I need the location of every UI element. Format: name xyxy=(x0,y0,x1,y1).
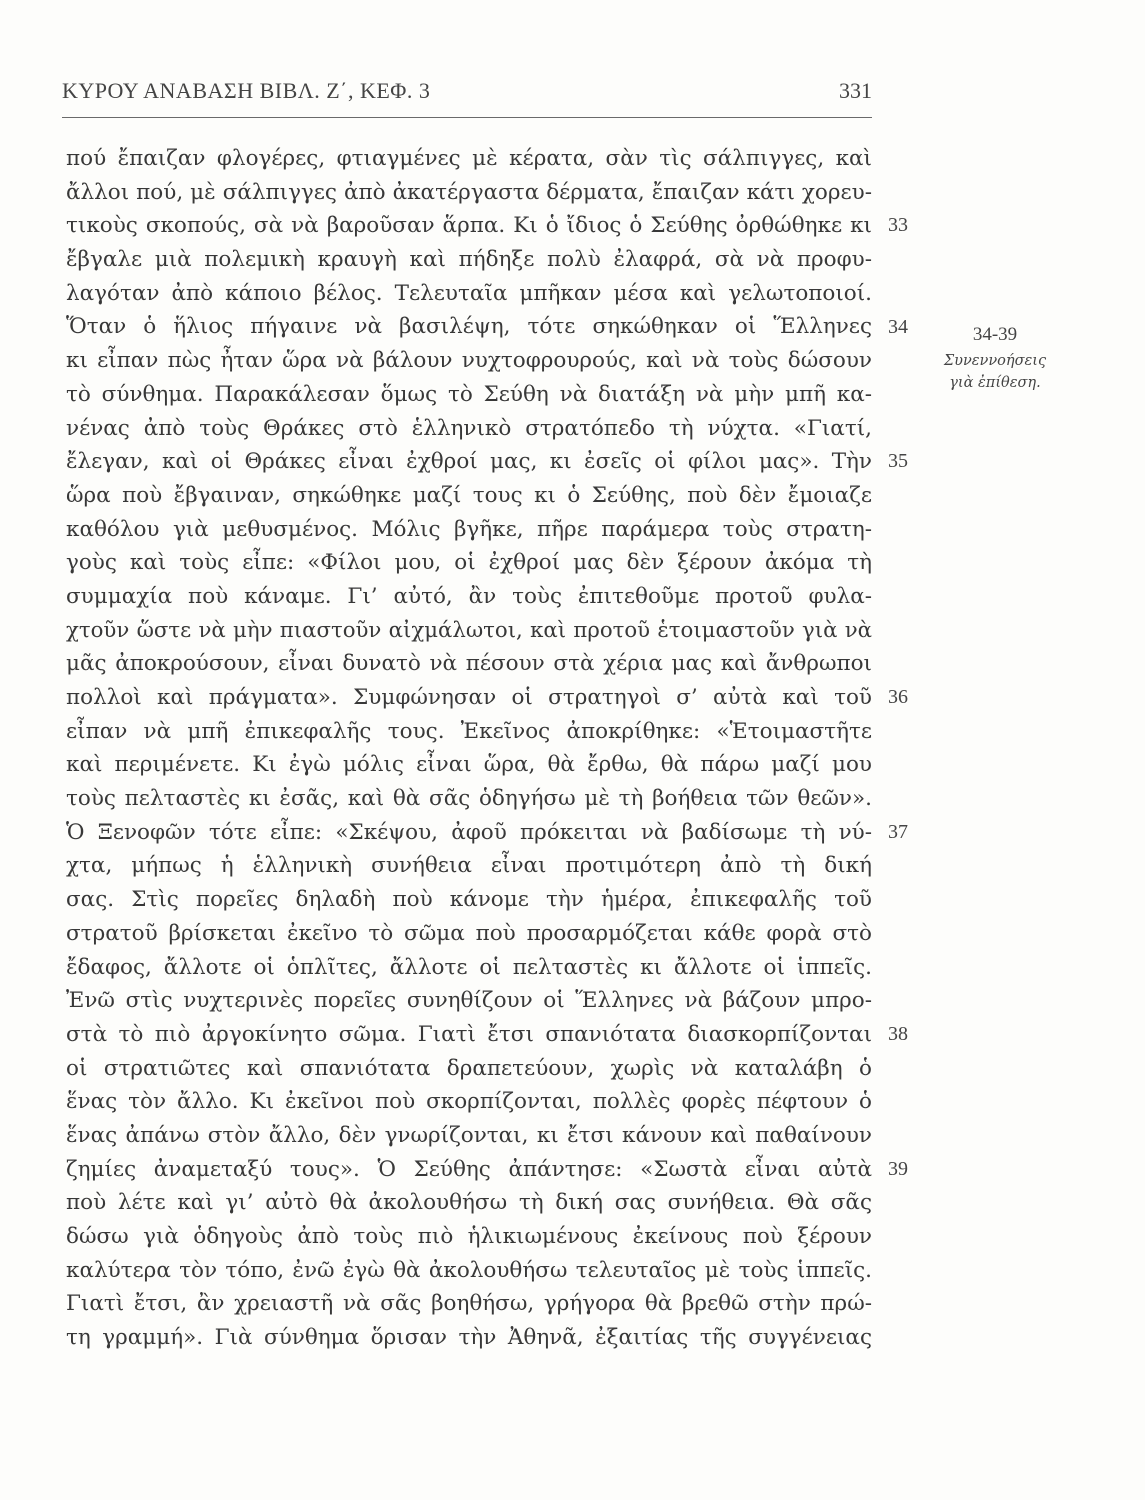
section-number: 38 xyxy=(888,1023,908,1046)
side-note-line-2: γιὰ ἐπίθεση. xyxy=(949,375,1041,391)
text-line: καὶ περιμένετε. Κι ἐγὼ μόλις εἶναι ὥρα, θὰ ἔρθω, θὰ πάρω μαζί μου xyxy=(66,752,872,778)
text-line: ἄλλοι πού, μὲ σάλπιγγες ἀπὸ ἀκατέργαστα δέρματα, ἔπαιζαν κάτι χορευ- xyxy=(66,179,872,205)
text-line: τοὺς πελταστὲς κι ἐσᾶς, καὶ θὰ σᾶς ὁδηγήσω μὲ τὴ βοήθεια τῶν θεῶν». xyxy=(66,786,872,812)
section-number: 37 xyxy=(888,821,908,843)
text-line: Ὁ Ξενοφῶν τότε εἶπε: «Σκέψου, ἀφοῦ πρόκειται νὰ βαδίσωμε τὴ νύ- xyxy=(66,819,872,845)
text-line: τη γραμμή». Γιὰ σύνθημα ὅρισαν τὴν Ἀθηνᾶ, ἐξαιτίας τῆς συγγένειας xyxy=(66,1325,872,1351)
page-number: 331 xyxy=(839,78,872,103)
text-line: τικοὺς σκοπούς, σὰ νὰ βαροῦσαν ἅρπα. Κι ὁ ἴδιος ὁ Σεύθης ὀρθώθηκε κι xyxy=(66,213,872,239)
text-line: γοὺς καὶ τοὺς εἶπε: «Φίλοι μου, οἱ ἐχθροί μας δὲν ξέρουν ἀκόμα τὴ xyxy=(66,550,872,576)
main-text xyxy=(66,142,872,1355)
running-title: ΚΥΡΟΥ ΑΝΑΒΑΣΗ ΒΙΒΛ. Ζ΄, ΚΕΦ. 3 xyxy=(62,78,431,103)
section-number: 36 xyxy=(888,686,908,709)
text-line: τὸ σύνθημα. Παρακάλεσαν ὅμως τὸ Σεύθη νὰ διατάξη νὰ μὴν μπῆ κα- xyxy=(66,381,872,407)
text-line: λαγόταν ἀπὸ κάποιο βέλος. Τελευταῖα μπῆκαν μέσα καὶ γελωτοποιοί. xyxy=(66,280,872,306)
side-note-range: 34-39 xyxy=(972,324,1018,345)
text-line: ἔβγαλε μιὰ πολεμικὴ κραυγὴ καὶ πήδηξε πολὺ ἐλαφρά, σὰ νὰ προφυ- xyxy=(66,247,872,273)
side-note-line-1: Συνεννοήσεις xyxy=(943,353,1047,369)
section-number: 39 xyxy=(888,1158,908,1180)
text-line: πού ἔπαιζαν φλογέρες, φτιαγμένες μὲ κέρατα, σὰν τὶς σάλπιγγες, καὶ xyxy=(66,146,872,171)
section-number: 34 xyxy=(888,315,908,338)
text-line: ἔλεγαν, καὶ οἱ Θράκες εἶναι ἐχθροί μας, κι ἐσεῖς οἱ φίλοι μας». Τὴν xyxy=(66,449,872,475)
text-line: Ἐνῶ στὶς νυχτερινὲς πορεῖες συνηθίζουν οἱ Ἕλληνες νὰ βάζουν μπρο- xyxy=(66,988,872,1014)
text-line: κι εἶπαν πὼς ἦταν ὥρα νὰ βάλουν νυχτοφρουρούς, καὶ νὰ τοὺς δώσουν xyxy=(66,348,872,374)
text-line: συμμαχία ποὺ κάναμε. Γι’ αὐτό, ἂν τοὺς ἐπιτεθοῦμε προτοῦ φυλα- xyxy=(66,583,872,609)
text-line: δώσω γιὰ ὁδηγοὺς ἀπὸ τοὺς πιὸ ἡλικιωμένους ἐκείνους ποὺ ξέρουν xyxy=(66,1224,872,1249)
text-line: ποὺ λέτε καὶ γι’ αὐτὸ θὰ ἀκολουθήσω τὴ δική σας συνήθεια. Θὰ σᾶς xyxy=(66,1190,872,1216)
text-line: στρατοῦ βρίσκεται ἐκεῖνο τὸ σῶμα ποὺ προσαρμόζεται κάθε φορὰ στὸ xyxy=(66,920,872,946)
text-line: μᾶς ἀποκρούσουν, εἶναι δυνατὸ νὰ πέσουν στὰ χέρια μας καὶ ἄνθρωποι xyxy=(66,651,872,677)
text-line: σας. Στὶς πορεῖες δηλαδὴ ποὺ κάνομε τὴν ἡμέρα, ἐπικεφαλῆς τοῦ xyxy=(66,887,872,913)
text-line: ὥρα ποὺ ἔβγαιναν, σηκώθηκε μαζί τους κι ὁ Σεύθης, ποὺ δὲν ἔμοιαζε xyxy=(66,482,872,508)
text-line: ἕνας ἀπάνω στὸν ἄλλο, δὲν γνωρίζονται, κι ἔτσι κάνουν καὶ παθαίνουν xyxy=(66,1122,872,1148)
text-line: χτα, μήπως ἡ ἑλληνικὴ συνήθεια εἶναι προτιμότερη ἀπὸ τὴ δική xyxy=(66,853,872,879)
section-number: 35 xyxy=(888,450,908,473)
page-header xyxy=(62,78,872,112)
text-line: εἶπαν νὰ μπῆ ἐπικεφαλῆς τους. Ἐκεῖνος ἀποκρίθηκε: «Ἑτοιμαστῆτε xyxy=(66,718,872,744)
text-line: Γιατὶ ἔτσι, ἂν χρειαστῆ νὰ σᾶς βοηθήσω, γρήγορα θὰ βρεθῶ στὴν πρώ- xyxy=(66,1291,872,1317)
section-number: 33 xyxy=(888,214,908,237)
text-line: Ὅταν ὁ ἥλιος πήγαινε νὰ βασιλέψη, τότε σηκώθηκαν οἱ Ἕλληνες xyxy=(66,314,872,340)
text-line: καθόλου γιὰ μεθυσμένος. Μόλις βγῆκε, πῆρε παράμερα τοὺς στρατη- xyxy=(66,516,872,542)
text-line: οἱ στρατιῶτες καὶ σπανιότατα δραπετεύουν, χωρὶς νὰ καταλάβη ὁ xyxy=(66,1055,872,1081)
text-line: ἕνας τὸν ἄλλο. Κι ἐκεῖνοι ποὺ σκορπίζονται, πολλὲς φορὲς πέφτουν ὁ xyxy=(66,1089,872,1115)
text-line: πολλοὶ καὶ πράγματα». Συμφώνησαν οἱ στρατηγοὶ σ’ αὐτὰ καὶ τοῦ xyxy=(66,685,872,710)
text-line: νένας ἀπὸ τοὺς Θράκες στὸ ἑλληνικὸ στρατόπεδο τὴ νύχτα. «Γιατί, xyxy=(66,415,872,441)
text-line: ἔδαφος, ἄλλοτε οἱ ὁπλῖτες, ἄλλοτε οἱ πελταστὲς κι ἄλλοτε οἱ ἱππεῖς. xyxy=(66,954,872,980)
header-rule xyxy=(62,117,872,118)
text-line: χτοῦν ὥστε νὰ μὴν πιαστοῦν αἰχμάλωτοι, καὶ προτοῦ ἑτοιμαστοῦν γιὰ νὰ xyxy=(66,617,872,643)
text-line: στὰ τὸ πιὸ ἀργοκίνητο σῶμα. Γιατὶ ἔτσι σπανιότατα διασκορπίζονται xyxy=(66,1021,872,1047)
side-note xyxy=(925,320,1065,394)
text-line: ζημίες ἀναμεταξύ τους». Ὁ Σεύθης ἀπάντησε: «Σωστὰ εἶναι αὐτὰ xyxy=(66,1156,872,1182)
text-line: καλύτερα τὸν τόπο, ἐνῶ ἐγὼ θὰ ἀκολουθήσω τελευταῖος μὲ τοὺς ἱππεῖς. xyxy=(66,1257,872,1283)
